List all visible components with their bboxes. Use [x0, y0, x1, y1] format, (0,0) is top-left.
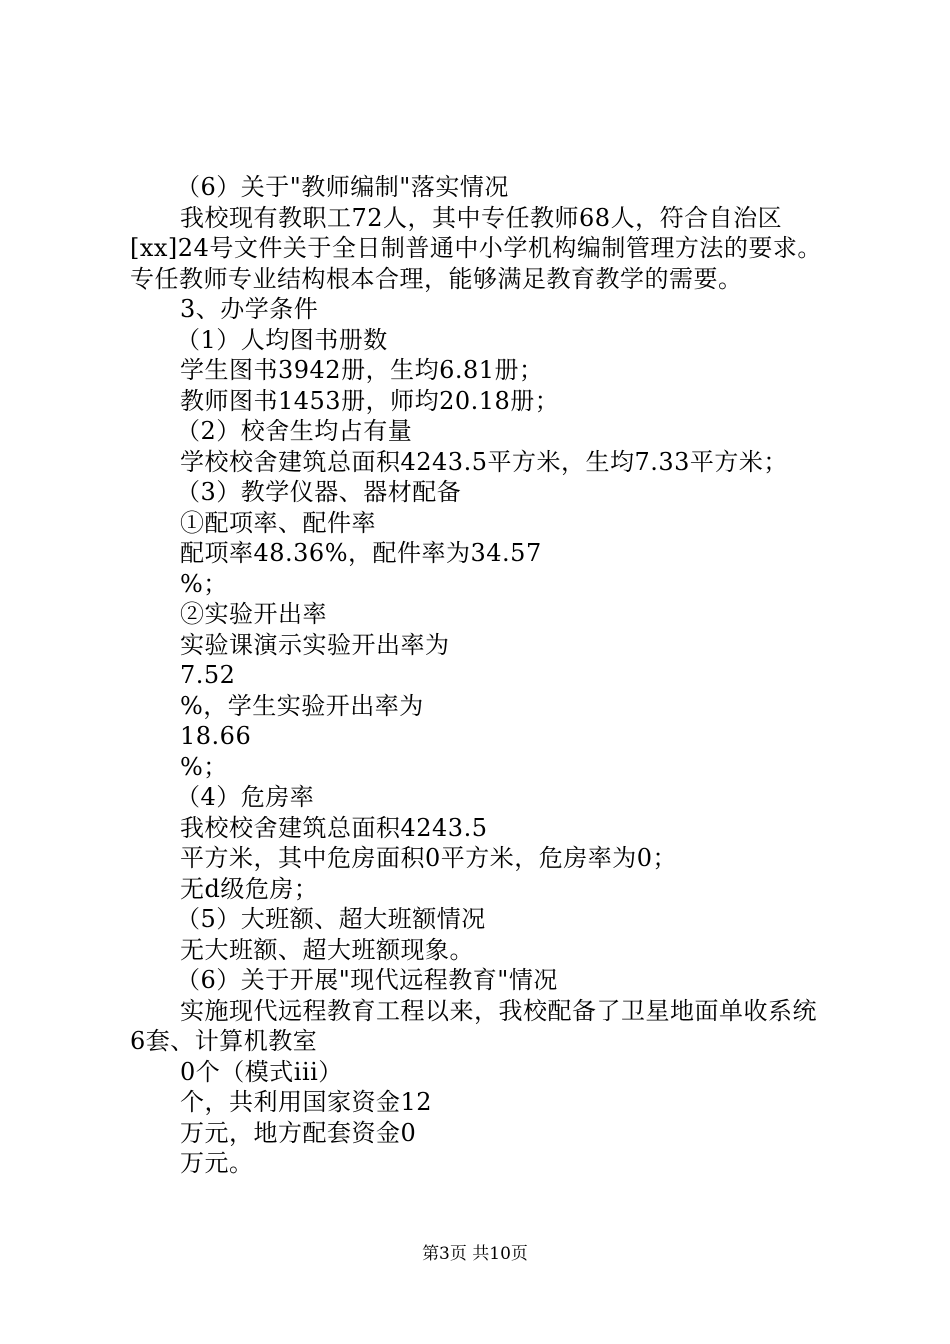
document-line: 个，共利用国家资金12	[180, 1088, 433, 1116]
document-line: （2）校舍生均占有量	[176, 417, 413, 445]
document-line: 无d级危房；	[180, 874, 319, 903]
document-line: 我校现有教职工72人，其中专任教师68人，符合自治区	[180, 203, 783, 232]
document-line: ①配项率、配件率	[180, 508, 376, 537]
document-line: （6）关于开展"现代远程教育"情况	[176, 966, 558, 994]
document-line: 我校校舍建筑总面积4243.5	[180, 813, 488, 842]
document-line: （3）教学仪器、器材配备	[176, 478, 462, 506]
document-line: 18.66	[180, 722, 252, 750]
document-line: 6套、计算机教室	[130, 1027, 318, 1055]
document-line: （6）关于"教师编制"落实情况	[176, 173, 509, 201]
document-line: 万元，地方配套资金0	[180, 1118, 417, 1147]
document-line: 教师图书1453册，师均20.18册；	[180, 386, 560, 415]
document-body	[130, 172, 860, 1179]
document-line: %，学生实验开出率为	[180, 691, 424, 720]
document-line: 平方米，其中危房面积0平方米，危房率为0；	[180, 844, 678, 872]
document-line: 实验课演示实验开出率为	[180, 630, 450, 659]
document-line: （1）人均图书册数	[176, 325, 388, 354]
document-line: 万元。	[180, 1149, 254, 1177]
document-line: 配项率48.36%，配件率为34.57	[180, 539, 542, 567]
document-line: 3、办学条件	[180, 295, 319, 323]
document-line: 0个（模式iii）	[180, 1057, 343, 1086]
document-line: 7.52	[180, 661, 236, 689]
document-line: 实施现代远程教育工程以来，我校配备了卫星地面单收系统	[180, 996, 817, 1025]
document-line: 学生图书3942册，生均6.81册；	[180, 356, 544, 384]
document-line: [xx]24号文件关于全日制普通中小学机构编制管理方法的要求。	[130, 234, 822, 262]
document-line: （5）大班额、超大班额情况	[176, 905, 486, 933]
document-line: 无大班额、超大班额现象。	[180, 935, 474, 964]
document-line: 学校校舍建筑总面积4243.5平方米，生均7.33平方米；	[180, 447, 788, 476]
document-line: %；	[180, 569, 228, 598]
page-footer: 第3页 共10页	[422, 1244, 528, 1264]
document-line: （4）危房率	[176, 783, 315, 811]
document-line: ②实验开出率	[180, 600, 327, 628]
document-line: 专任教师专业结构根本合理，能够满足教育教学的需要。	[130, 264, 743, 293]
document-line: %；	[180, 752, 228, 781]
